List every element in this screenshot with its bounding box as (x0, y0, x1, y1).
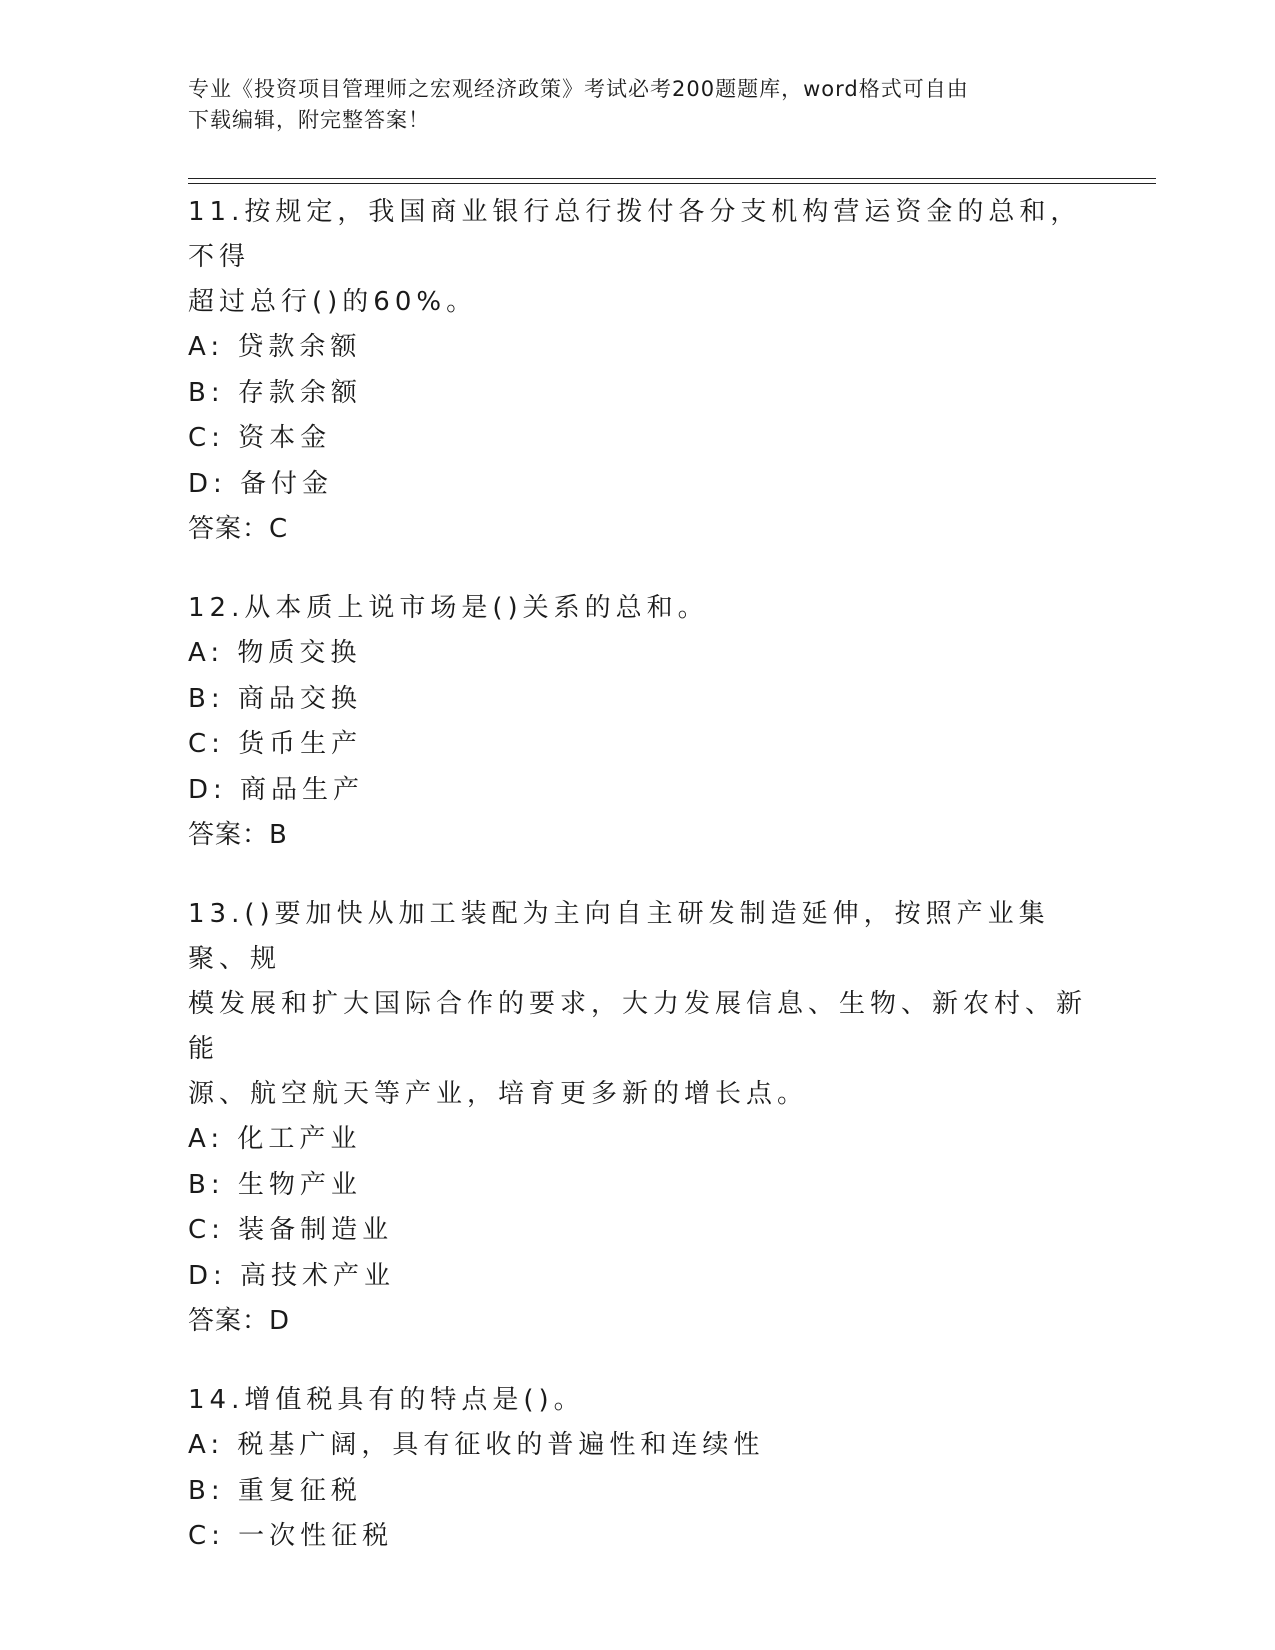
option-d: D: 高技术产业 (188, 1260, 396, 1291)
option-b: B: 重复征税 (188, 1475, 362, 1506)
question-stem-line: 14.增值税具有的特点是()。 (188, 1385, 585, 1415)
question-stem-line: 模发展和扩大国际合作的要求，大力发展信息、生物、新农村、新能 (188, 989, 1088, 1064)
question-stem-line: 超过总行()的60%。 (188, 287, 478, 317)
option-b: B: 商品交换 (188, 683, 362, 714)
option-d: D: 商品生产 (188, 774, 365, 805)
document-header (188, 74, 1088, 136)
option-b: B: 生物产业 (188, 1169, 362, 1200)
option-d: D: 备付金 (188, 468, 334, 499)
answer: 答案：B (188, 820, 288, 850)
option-a: A: 化工产业 (188, 1124, 362, 1154)
option-c: C: 装备制造业 (188, 1215, 394, 1245)
question-13 (188, 892, 1088, 1344)
option-c: C: 货币生产 (188, 729, 363, 759)
header-divider-bottom (188, 183, 1156, 184)
question-stem-line: 源、航空航天等产业，培育更多新的增长点。 (188, 1079, 809, 1109)
option-a: A: 税基广阔，具有征收的普遍性和连续性 (188, 1430, 765, 1460)
question-11 (188, 190, 1088, 552)
question-14 (188, 1378, 1088, 1560)
question-12 (188, 586, 1088, 858)
option-c: C: 资本金 (188, 423, 332, 453)
option-c: C: 一次性征税 (188, 1521, 394, 1551)
answer: 答案：C (188, 514, 289, 544)
header-line-1: 专业《投资项目管理师之宏观经济政策》考试必考200题题库，word格式可自由 (188, 77, 969, 101)
question-stem-line: 12.从本质上说市场是()关系的总和。 (188, 593, 709, 623)
header-line-2: 下载编辑，附完整答案！ (188, 108, 430, 132)
option-b: B: 存款余额 (188, 377, 362, 408)
question-list (188, 190, 1088, 1594)
option-a: A: 物质交换 (188, 638, 362, 668)
header-divider-top (188, 178, 1156, 179)
question-stem-line: 13.()要加快从加工装配为主向自主研发制造延伸，按照产业集聚、规 (188, 899, 1050, 974)
option-a: A: 贷款余额 (188, 332, 362, 362)
answer: 答案：D (188, 1306, 291, 1336)
question-stem-line: 11.按规定，我国商业银行总行拨付各分支机构营运资金的总和，不得 (188, 197, 1082, 272)
